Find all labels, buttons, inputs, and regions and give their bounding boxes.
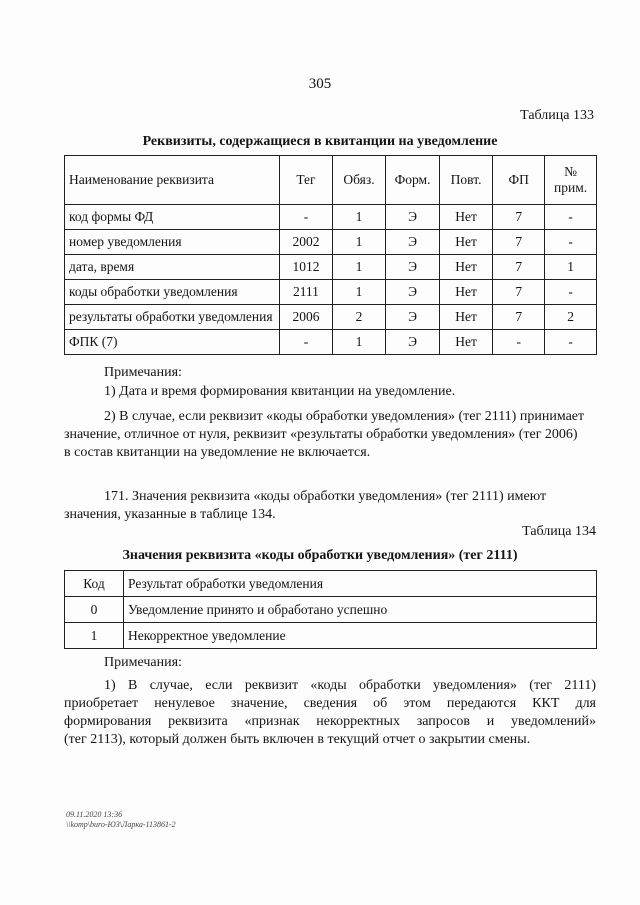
table-cell: 1012: [280, 255, 333, 280]
table-cell: Нет: [439, 230, 492, 255]
table-cell: 1: [332, 255, 385, 280]
table-row: [65, 205, 597, 230]
table-cell: результаты обработки уведомления: [65, 305, 280, 330]
table-cell: Нет: [439, 205, 492, 230]
table-133-label: Таблица 133: [520, 108, 594, 123]
notes-2-line-1: 1) В случае, если реквизит «коды обработки уведомления» (тег 2111): [104, 678, 596, 693]
table-row: [65, 230, 597, 255]
section-171-line-1: 171. Значения реквизита «коды обработки уведомления» (тег 2111) имеют: [104, 489, 547, 504]
note-1: 1) Дата и время формирования квитанции на уведомление.: [104, 384, 456, 399]
section-171-line-2: значения, указанные в таблице 134.: [64, 507, 276, 522]
table-cell: Э: [386, 280, 440, 305]
table-cell: Э: [386, 255, 440, 280]
notes-title: Примечания:: [104, 365, 182, 380]
header-cell: Результат обработки уведомления: [124, 571, 597, 597]
table-cell: Нет: [439, 305, 492, 330]
table-cell: -: [280, 205, 333, 230]
page-number: 305: [308, 76, 332, 92]
table-cell: Нет: [439, 280, 492, 305]
header-cell: № прим.: [545, 156, 597, 205]
table-cell: -: [280, 330, 333, 355]
table-row: [65, 255, 597, 280]
table-cell: Э: [386, 230, 440, 255]
table-row: [65, 330, 597, 355]
table-cell: -: [545, 230, 597, 255]
table-cell: Э: [386, 205, 440, 230]
table-cell: 7: [493, 230, 545, 255]
table-cell: Нет: [439, 330, 492, 355]
table-header-row: [65, 571, 597, 597]
table-cell: 1: [332, 330, 385, 355]
table-cell: 2: [332, 305, 385, 330]
table-cell: Э: [386, 330, 440, 355]
footer-file-path: \\komp\buro-ЮЗ\Ларка-113861-2: [66, 820, 176, 829]
table-cell: Нет: [439, 255, 492, 280]
table-row: [65, 623, 597, 649]
table-cell: дата, время: [65, 255, 280, 280]
header-cell: Обяз.: [332, 156, 385, 205]
table-133: [64, 155, 597, 355]
table-cell: 7: [493, 280, 545, 305]
table-cell: Э: [386, 305, 440, 330]
header-cell: Наименование реквизита: [65, 156, 280, 205]
table-cell: -: [545, 205, 597, 230]
table-cell: 2006: [280, 305, 333, 330]
table-133-title: Реквизиты, содержащиеся в квитанции на уведомление: [142, 134, 498, 149]
table-cell: 1: [65, 623, 124, 649]
table-row: [65, 280, 597, 305]
table-cell: 0: [65, 597, 124, 623]
table-cell: -: [545, 330, 597, 355]
table-cell: 2111: [280, 280, 333, 305]
table-cell: 7: [493, 255, 545, 280]
notes-2-line-4: (тег 2113), который должен быть включен в текущий отчет о закрытии смены.: [64, 732, 531, 747]
table-cell: Уведомление принято и обработано успешно: [124, 597, 597, 623]
header-cell: Повт.: [439, 156, 492, 205]
table-134-title: Значения реквизита «коды обработки уведомления» (тег 2111): [122, 548, 518, 563]
table-134-label: Таблица 134: [522, 524, 596, 539]
note-2-line-1: 2) В случае, если реквизит «коды обработки уведомления» (тег 2111) принимает: [104, 409, 585, 424]
table-cell: код формы ФД: [65, 205, 280, 230]
table-cell: номер уведомления: [65, 230, 280, 255]
table-row: [65, 597, 597, 623]
table-cell: 7: [493, 205, 545, 230]
header-cell: Форм.: [386, 156, 440, 205]
notes-2-line-3: формирования реквизита «признак некорректных запросов и уведомлений»: [64, 714, 596, 729]
table-cell: 2: [545, 305, 597, 330]
table-cell: коды обработки уведомления: [65, 280, 280, 305]
table-cell: 1: [545, 255, 597, 280]
note-2-line-2: значение, отличное от нуля, реквизит «результаты обработки уведомления» (тег 2006): [64, 427, 578, 442]
notes-2-title: Примечания:: [104, 655, 182, 670]
table-row: [65, 305, 597, 330]
header-cell: ФП: [493, 156, 545, 205]
header-cell: Тег: [280, 156, 333, 205]
table-cell: 1: [332, 205, 385, 230]
footer-timestamp: 09.11.2020 13:36: [66, 810, 123, 819]
table-cell: -: [493, 330, 545, 355]
table-cell: -: [545, 280, 597, 305]
note-2-line-3: в состав квитанции на уведомление не включается.: [64, 445, 371, 460]
table-cell: 7: [493, 305, 545, 330]
notes-2-line-2: приобретает ненулевое значение, сведения об этом передаются ККТ для: [64, 696, 596, 711]
table-134: [64, 570, 597, 649]
table-cell: 1: [332, 230, 385, 255]
table-cell: 1: [332, 280, 385, 305]
table-header-row: [65, 156, 597, 205]
table-cell: Некорректное уведомление: [124, 623, 597, 649]
table-cell: ФПК (7): [65, 330, 280, 355]
table-cell: 2002: [280, 230, 333, 255]
header-cell: Код: [65, 571, 124, 597]
